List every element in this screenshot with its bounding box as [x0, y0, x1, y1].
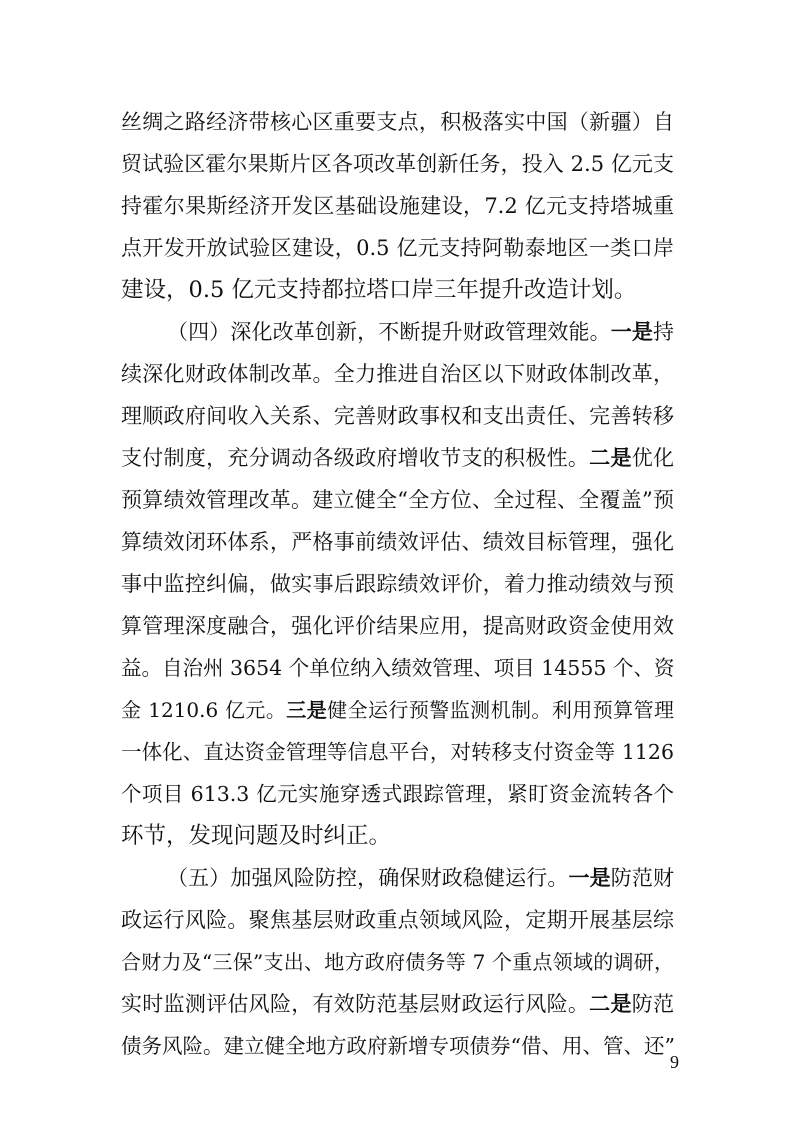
text-segment: 持霍尔果斯经济开发区基础设施建设，7.2 亿元支持塔城重: [121, 194, 674, 218]
bold-marker: 三是: [286, 698, 328, 722]
text-line: [121, 272, 674, 308]
text-segment: 益。自治州 3654 个单位纳入绩效管理、项目 14555 个、资: [121, 656, 675, 680]
text-segment: （四）深化改革创新，不断提升财政管理效能。: [167, 320, 611, 344]
text-segment: 债务风险。建立健全地方政府新增专项债券“借、用、管、还”: [121, 1034, 675, 1058]
bold-marker: 一是: [568, 865, 611, 890]
text-line: [121, 944, 674, 980]
text-line: [121, 566, 674, 602]
text-line: [121, 398, 674, 434]
text-segment: 持: [653, 320, 675, 344]
text-segment: 理顺政府间收入关系、完善财政事权和支出责任、完善转移: [121, 404, 674, 428]
text-line: [121, 608, 674, 644]
text-segment: 健全运行预警监测机制。利用预算管理: [327, 698, 675, 722]
text-line: [121, 902, 674, 938]
text-segment: 建设，0.5 亿元支持都拉塔口岸三年提升改造计划。: [121, 277, 637, 303]
bold-marker: 二是: [589, 445, 632, 470]
text-segment: 政运行风险。聚焦基层财政重点领域风险，定期开展基层综: [121, 908, 674, 932]
text-segment: 个项目 613.3 亿元实施穿透式跟踪管理，紧盯资金流转各个: [121, 782, 674, 806]
text-line: [121, 1028, 674, 1064]
text-segment: 事中监控纠偏，做实事后跟踪绩效评价，着力推动绩效与预: [121, 572, 674, 596]
text-line: [121, 692, 674, 728]
text-segment: 实时监测评估风险，有效防范基层财政运行风险。: [121, 992, 590, 1016]
text-line: [121, 776, 674, 812]
text-segment: 环节，发现问题及时纠正。: [121, 823, 392, 849]
text-segment: 贸试验区霍尔果斯片区各项改革创新任务，投入 2.5 亿元支: [121, 152, 674, 176]
text-segment: 丝绸之路经济带核心区重要支点，积极落实中国（新疆）自: [121, 110, 674, 134]
text-line: [121, 734, 674, 770]
text-line: [121, 524, 674, 560]
text-segment: 支付制度，充分调动各级政府增收节支的积极性。: [121, 446, 590, 470]
text-segment: 合财力及“三保”支出、地方政府债务等 7 个重点领域的调研，: [121, 950, 674, 974]
text-segment: 算绩效闭环体系，严格事前绩效评估、绩效目标管理，强化: [121, 530, 674, 554]
text-line: [121, 650, 674, 686]
text-segment: 点开发开放试验区建设，0.5 亿元支持阿勒泰地区一类口岸: [121, 236, 674, 260]
text-segment: （五）加强风险防控，确保财政稳健运行。: [167, 866, 569, 890]
text-line: [121, 230, 674, 266]
text-line: [121, 986, 674, 1022]
text-segment: 续深化财政体制改革。全力推进自治区以下财政体制改革，: [121, 362, 674, 386]
text-segment: 优化: [631, 446, 675, 470]
text-line: [121, 440, 674, 476]
text-line: [121, 188, 674, 224]
bold-marker: 二是: [589, 991, 632, 1016]
text-line: [121, 146, 674, 182]
text-segment: 预算绩效管理改革。建立健全“全方位、全过程、全覆盖”预: [121, 488, 674, 512]
text-segment: 一体化、直达资金管理等信息平台，对转移支付资金等 1126: [121, 740, 674, 764]
page-number: 9: [670, 1052, 679, 1072]
text-segment: 防范: [631, 992, 675, 1016]
text-line: [121, 482, 674, 518]
bold-marker: 一是: [610, 319, 654, 344]
section-heading-line: [167, 314, 674, 350]
text-segment: 算管理深度融合，强化评价结果应用，提高财政资金使用效: [121, 614, 674, 638]
text-line: [121, 104, 674, 140]
text-segment: 防范财: [610, 866, 675, 890]
text-line: [121, 356, 674, 392]
text-line: [121, 818, 674, 854]
text-segment: 金 1210.6 亿元。: [121, 698, 287, 722]
section-heading-line: [167, 860, 674, 896]
